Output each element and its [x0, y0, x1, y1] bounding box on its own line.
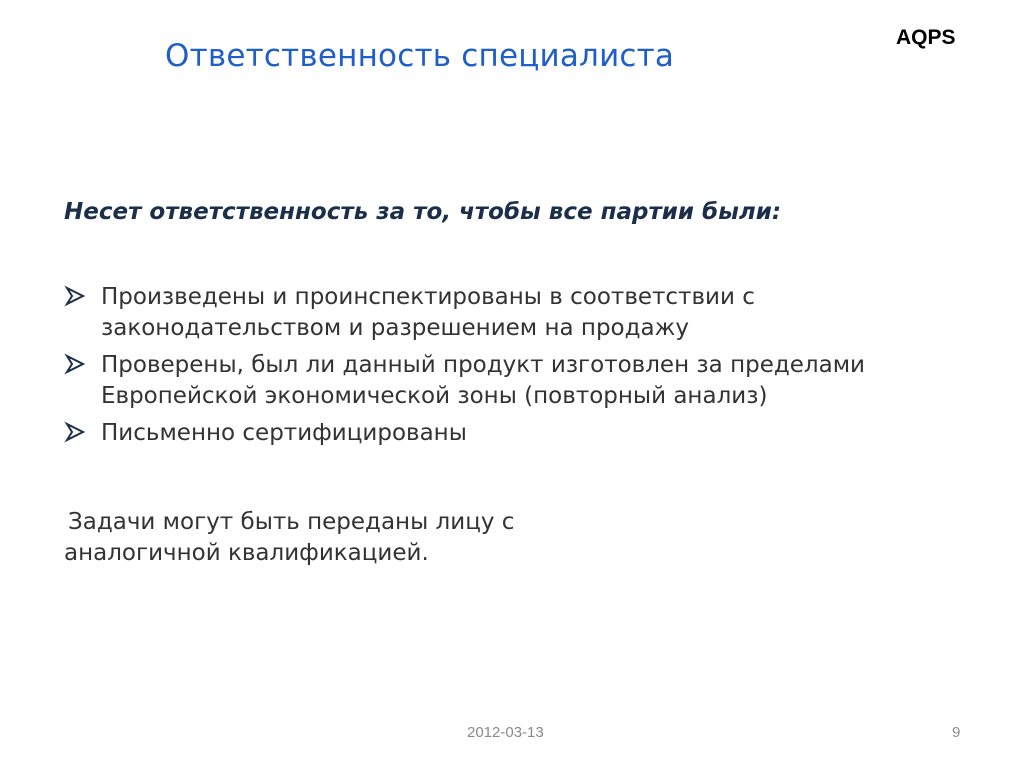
subheading: Несет ответственность за то, чтобы все партии были: [64, 199, 782, 225]
page-number: 9 [952, 724, 961, 741]
list-item-text: Письменно сертифицированы [101, 420, 467, 446]
note-line-1: Задачи могут быть переданы лицу с [68, 509, 515, 535]
bullet-list [64, 282, 924, 455]
footer-date: 2012-03-13 [467, 724, 544, 741]
slide-title: Ответственность специалиста [165, 38, 675, 74]
arrow-bullet-icon [64, 421, 86, 443]
arrow-bullet-icon [64, 353, 86, 375]
logo-text: AQPS [896, 26, 956, 49]
list-item [64, 350, 924, 412]
list-item-text: Произведены и проинспектированы в соответствии с законодательством и разрешением на продажу [101, 284, 755, 341]
delegation-note [64, 507, 584, 569]
list-item-text: Проверены, был ли данный продукт изготовлен за пределами Европейской экономической зоны (повторный анализ) [101, 352, 865, 409]
list-item [64, 282, 924, 344]
arrow-bullet-icon [64, 285, 86, 307]
list-item [64, 418, 924, 449]
note-line-2: аналогичной квалификацией. [64, 540, 429, 566]
